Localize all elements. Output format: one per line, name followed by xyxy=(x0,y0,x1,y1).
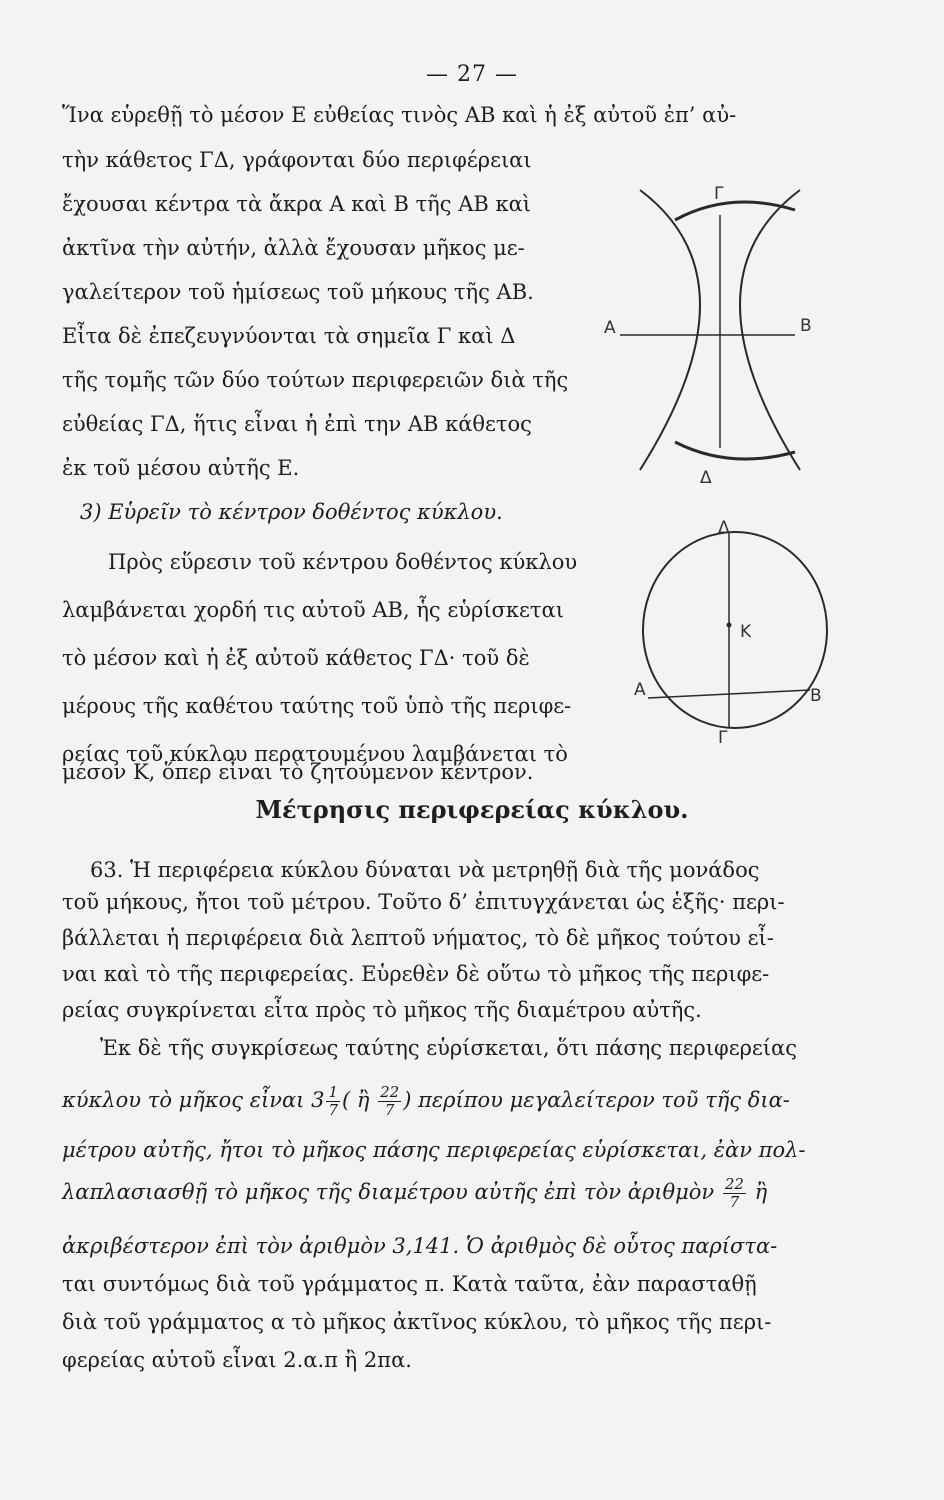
text-line: εὐθείας ΓΔ, ἥτις εἶναι ἡ ἐπὶ την ΑΒ κάθετος xyxy=(62,412,532,436)
text-line: μέτρου αὐτῆς, ἤτοι τὸ μῆκος πάσης περιφερείας εὑρίσκεται, ἐὰν πολ- xyxy=(62,1138,806,1162)
text-line: τοῦ μήκους, ἤτοι τοῦ μέτρου. Τοῦτο δ’ ἐπιτυγχάνεται ὡς ἑξῆς· περι- xyxy=(62,890,785,914)
text-line: λαμβάνεται χορδή τις αὐτοῦ ΑΒ, ἧς εὑρίσκεται xyxy=(62,598,564,622)
fig2-label-beta: Β xyxy=(810,686,822,706)
fig1-label-gamma: Γ xyxy=(714,184,724,204)
fraction: $\frac{22}{7}$ xyxy=(380,1083,400,1119)
section-title: 3) Εὑρεῖν τὸ κέντρον δοθέντος κύκλου. xyxy=(80,500,503,524)
fraction: $\frac{22}{7}$ xyxy=(724,1175,744,1211)
section-heading: Μέτρησις περιφερείας κύκλου. xyxy=(255,795,689,824)
arc-right xyxy=(740,190,800,470)
text-line: τῆς τομῆς τῶν δύο τούτων περιφερειῶν διὰ τῆς xyxy=(62,368,569,392)
text-line: Πρὸς εὕρεσιν τοῦ κέντρου δοθέντος κύκλου xyxy=(108,550,578,574)
text-line-formula xyxy=(62,1084,790,1119)
text-line: μέσον Κ, ὅπερ εἶναι τὸ ζητούμενον κέντρον. xyxy=(62,760,534,784)
fig1-label-alpha: Α xyxy=(604,318,616,338)
fraction: $\frac{1}{7}$ xyxy=(328,1083,338,1119)
text-line: Εἶτα δὲ ἐπεζευγνύονται τὰ σημεῖα Γ καὶ Δ xyxy=(62,324,516,348)
text-line: ρείας τοῦ κύκλου περατουμένου λαμβάνεται τὸ xyxy=(62,742,568,766)
fig2-label-alpha: Α xyxy=(634,680,646,700)
fig2-label-delta: Δ xyxy=(718,518,730,538)
text-line: ναι καὶ τὸ τῆς περιφερείας. Εὑρεθὲν δὲ οὕτω τὸ μῆκος τῆς περιφε- xyxy=(62,962,770,986)
text-line: γαλείτερον τοῦ ἡμίσεως τοῦ μήκους τῆς ΑΒ. xyxy=(62,280,534,304)
text-line: ται συντόμως διὰ τοῦ γράμματος π. Κατὰ ταῦτα, ἐὰν παρασταθῇ xyxy=(62,1272,757,1296)
text-line: ρείας συγκρίνεται εἶτα πρὸς τὸ μῆκος τῆς διαμέτρου αὐτῆς. xyxy=(62,998,702,1022)
fig1-label-delta: Δ xyxy=(700,468,712,488)
center-point xyxy=(727,623,732,628)
circle xyxy=(643,532,827,728)
fig1-label-beta: Β xyxy=(800,316,812,336)
text-line: ἀκτῖνα τὴν αὐτήν, ἀλλὰ ἔχουσαν μῆκος με- xyxy=(62,236,525,260)
text-line: βάλλεται ἡ περιφέρεια διὰ λεπτοῦ νήματος, τὸ δὲ μῆκος τούτου εἶ- xyxy=(62,926,774,950)
fig2-label-kappa: Κ xyxy=(740,622,752,642)
text-line: ἐκ τοῦ μέσου αὐτῆς Ε. xyxy=(62,456,300,480)
text-line: διὰ τοῦ γράμματος α τὸ μῆκος ἀκτῖνος κύκλου, τὸ μῆκος τῆς περι- xyxy=(62,1310,772,1334)
text-line: τὸ μέσον καὶ ἡ ἐξ αὐτοῦ κάθετος ΓΔ· τοῦ δὲ xyxy=(62,646,530,670)
figure-perpendicular-bisector xyxy=(600,180,860,480)
text-line: μέρους τῆς καθέτου ταύτης τοῦ ὑπὸ τῆς περιφε- xyxy=(62,694,572,718)
text-line: φερείας αὐτοῦ εἶναι 2.α.π ἢ 2πα. xyxy=(62,1348,412,1372)
formula-text: λαπλασιασθῇ τὸ μῆκος τῆς διαμέτρου αὐτῆς ἐπὶ τὸν ἀριθμὸν xyxy=(62,1180,715,1204)
arc-left xyxy=(640,190,700,470)
formula-text: ( ἢ xyxy=(342,1088,377,1112)
text-line: Ἵνα εὑρεθῇ τὸ μέσον Ε εὐθείας τινὸς ΑΒ καὶ ἡ ἐξ αὐτοῦ ἐπ’ αὐ- xyxy=(62,103,737,127)
text-line: ἔχουσαι κέντρα τὰ ἄκρα Α καὶ Β τῆς ΑΒ καὶ xyxy=(62,192,532,216)
text-line-formula xyxy=(62,1176,767,1211)
page-number: — 27 — xyxy=(426,62,518,87)
text-line: Ἐκ δὲ τῆς συγκρίσεως ταύτης εὑρίσκεται, ὅτι πάσης περιφερείας xyxy=(100,1036,797,1060)
fig2-label-gamma: Γ xyxy=(718,728,728,748)
text-line: ἀκριβέστερον ἐπὶ τὸν ἀριθμὸν 3,141. Ὁ ἀριθμὸς δὲ οὗτος παρίστα- xyxy=(62,1234,778,1258)
arc-bottom xyxy=(675,442,795,459)
text-line: 63. Ἡ περιφέρεια κύκλου δύναται νὰ μετρηθῇ διὰ τῆς μονάδος xyxy=(90,858,760,882)
text-line: τὴν κάθετος ΓΔ, γράφονται δύο περιφέρειαι xyxy=(62,148,532,172)
formula-text: κύκλου τὸ μῆκος εἶναι 3 xyxy=(62,1088,325,1112)
formula-text: ) περίπου μεγαλείτερον τοῦ τῆς δια- xyxy=(403,1088,790,1112)
formula-text: ἢ xyxy=(754,1180,768,1204)
